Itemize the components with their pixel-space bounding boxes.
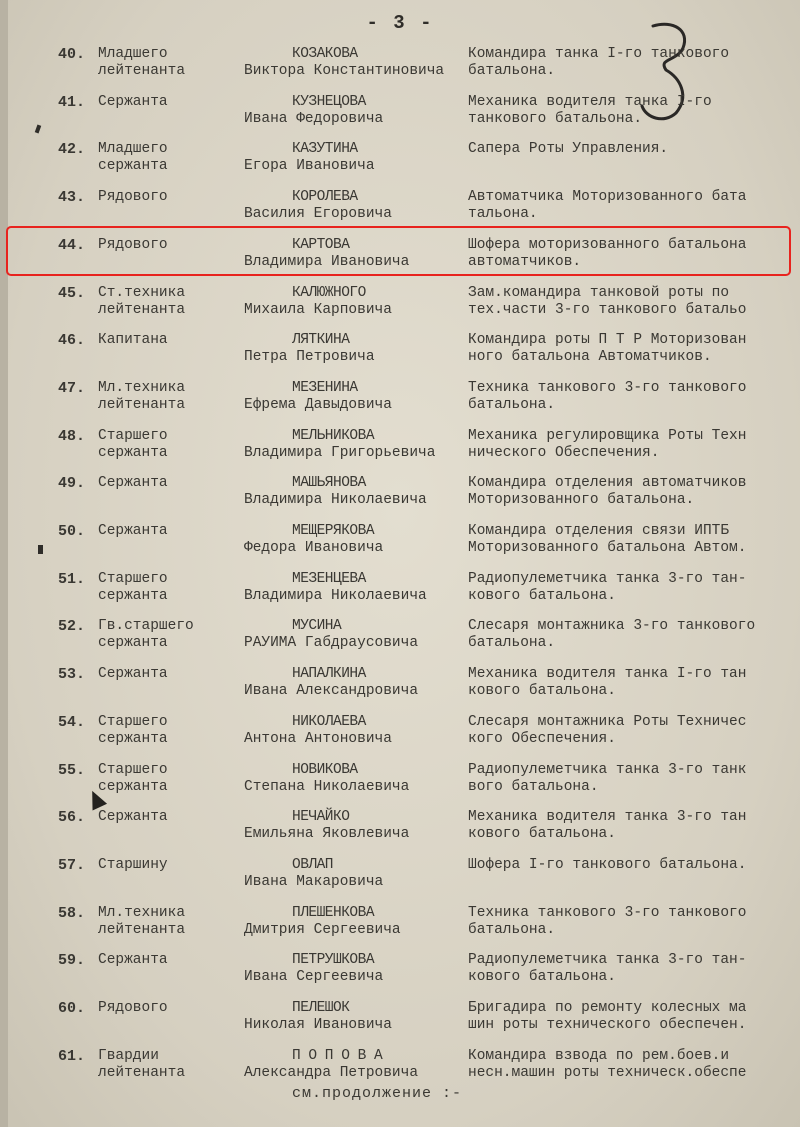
position-line-1: Бригадира по ремонту колесных ма (468, 1000, 747, 1016)
rank-line-2: сержанта (98, 158, 168, 174)
position-line-1: Зам.командира танковой роты по (468, 285, 730, 301)
position-line-1: Командира отделения связи ИПТБ (468, 523, 730, 539)
entry-number: 53. (58, 666, 86, 683)
position-line-1: Техника танкового 3-го танкового (468, 905, 747, 921)
surname: НАПАЛКИНА (292, 666, 366, 682)
surname: НЕЧАЙКО (292, 809, 350, 825)
rank-line-1: Старшего (98, 714, 168, 730)
surname: МЕЗЕНИНА (292, 380, 358, 396)
list-item (0, 137, 800, 185)
given-name: Емильяна Яковлевича (244, 826, 410, 842)
position-line-1: Шофера моторизованного батальона (468, 237, 747, 253)
entry-number: 40. (58, 46, 86, 63)
given-name: Виктора Константиновича (244, 63, 445, 79)
given-name: Владимира Григорьевича (244, 445, 436, 461)
list-item (0, 90, 800, 138)
position-line-1: Слесаря монтажника Роты Техничес (468, 714, 747, 730)
entry-number: 50. (58, 523, 86, 540)
entry-number: 58. (58, 905, 86, 922)
position-line-1: Командира танка I-го танкового (468, 46, 730, 62)
surname: П О П О В А (292, 1048, 383, 1064)
position-line-1: Автоматчика Моторизованного бата (468, 189, 747, 205)
entry-number: 55. (58, 762, 86, 779)
position-line-2: кового батальона. (468, 683, 616, 699)
entry-number: 49. (58, 475, 86, 492)
list-item (0, 376, 800, 424)
list-item (0, 42, 800, 90)
position-line-2: тальона. (468, 206, 538, 222)
surname: ОВЛАП (292, 857, 334, 873)
surname: МАШЬЯНОВА (292, 475, 366, 491)
given-name: Николая Ивановича (244, 1017, 392, 1033)
surname: МЕЗЕНЦЕВА (292, 571, 366, 587)
position-line-1: Слесаря монтажника 3-го танкового (468, 618, 756, 634)
position-line-2: кового батальона. (468, 588, 616, 604)
position-line-2: Моторизованного батальона. (468, 492, 695, 508)
surname: ПЕТРУШКОВА (292, 952, 375, 968)
list-item (0, 424, 800, 472)
entry-number: 45. (58, 285, 86, 302)
surname: КАЛЮЖНОГО (292, 285, 366, 301)
surname: НИКОЛАЕВА (292, 714, 366, 730)
position-line-1: Шофера I-го танкового батальона. (468, 857, 747, 873)
position-line-2: танкового батальона. (468, 111, 643, 127)
list-item (0, 948, 800, 996)
position-line-1: Механика регулировщика Роты Техн (468, 428, 747, 444)
rank-line-1: Младшего (98, 141, 168, 157)
given-name: Ивана Сергеевича (244, 969, 384, 985)
surname: КУЗНЕЦОВА (292, 94, 366, 110)
list-item (0, 471, 800, 519)
rank-line-2: сержанта (98, 635, 168, 651)
rank-line-2: сержанта (98, 588, 168, 604)
position-line-1: Радиопулеметчика танка 3-го тан- (468, 952, 747, 968)
surname: МЕЛЬНИКОВА (292, 428, 375, 444)
given-name: РАУИМА Габдраусовича (244, 635, 419, 651)
position-line-2: несн.машин роты техническ.обеспе (468, 1065, 747, 1081)
given-name: Ивана Федоровича (244, 111, 384, 127)
entry-number: 51. (58, 571, 86, 588)
entry-number: 56. (58, 809, 86, 826)
given-name: Ефрема Давыдовича (244, 397, 392, 413)
rank-line-1: Гвардии (98, 1048, 159, 1064)
rank-line-1: Капитана (98, 332, 168, 348)
list-item (0, 805, 800, 853)
surname: ЛЯТКИНА (292, 332, 350, 348)
rank-line-1: Рядового (98, 189, 168, 205)
entry-number: 54. (58, 714, 86, 731)
position-line-2: батальона. (468, 922, 556, 938)
list-item (0, 758, 800, 806)
position-line-2: Моторизованного батальона Автом. (468, 540, 747, 556)
position-line-2: вого батальона. (468, 779, 599, 795)
given-name: Владимира Николаевича (244, 588, 427, 604)
list-item (0, 996, 800, 1044)
rank-line-1: Младшего (98, 46, 168, 62)
given-name: Ивана Александровича (244, 683, 419, 699)
continuation-note: см.продолжение :- (292, 1085, 463, 1102)
list-item (0, 614, 800, 662)
surname: НОВИКОВА (292, 762, 358, 778)
position-line-1: Механика водителя танка I-го тан (468, 666, 747, 682)
given-name: Степана Николаевича (244, 779, 410, 795)
surname: КАЗУТИНА (292, 141, 358, 157)
given-name: Егора Ивановича (244, 158, 375, 174)
position-line-1: Радиопулеметчика танка 3-го тан- (468, 571, 747, 587)
rank-line-1: Старшего (98, 571, 168, 587)
position-line-2: кого Обеспечения. (468, 731, 616, 747)
position-line-2: кового батальона. (468, 826, 616, 842)
rank-line-1: Рядового (98, 1000, 168, 1016)
given-name: Петра Петровича (244, 349, 375, 365)
rank-line-1: Рядового (98, 237, 168, 253)
position-line-2: нического Обеспечения. (468, 445, 660, 461)
list-item (0, 853, 800, 901)
rank-line-2: сержанта (98, 779, 168, 795)
position-line-2: батальона. (468, 635, 556, 651)
position-line-1: Командира отделения автоматчиков (468, 475, 747, 491)
position-line-1: Техника танкового 3-го танкового (468, 380, 747, 396)
entry-number: 59. (58, 952, 86, 969)
rank-line-1: Ст.техника (98, 285, 186, 301)
page-number: - 3 - (366, 12, 434, 34)
entry-number: 46. (58, 332, 86, 349)
position-line-1: Механика водителя танка 3-го тан (468, 809, 747, 825)
surname: ПЕЛЕШОК (292, 1000, 350, 1016)
position-line-1: Командира роты П Т Р Моторизован (468, 332, 747, 348)
list-item (0, 519, 800, 567)
rank-line-1: Сержанта (98, 94, 168, 110)
rank-line-1: Мл.техника (98, 905, 186, 921)
surname: КОЗАКОВА (292, 46, 358, 62)
rank-line-1: Сержанта (98, 952, 168, 968)
entry-number: 47. (58, 380, 86, 397)
surname: КАРТОВА (292, 237, 350, 253)
position-line-2: кового батальона. (468, 969, 616, 985)
rank-line-1: Сержанта (98, 523, 168, 539)
entry-number: 60. (58, 1000, 86, 1017)
position-line-1: Сапера Роты Управления. (468, 141, 669, 157)
position-line-2: батальона. (468, 63, 556, 79)
entry-number: 42. (58, 141, 86, 158)
rank-line-2: лейтенанта (98, 302, 186, 318)
list-item (0, 567, 800, 615)
position-line-2: ного батальона Автоматчиков. (468, 349, 712, 365)
position-line-2: батальона. (468, 397, 556, 413)
given-name: Михаила Карповича (244, 302, 392, 318)
position-line-2: автоматчиков. (468, 254, 582, 270)
surname: КОРОЛЕВА (292, 189, 358, 205)
given-name: Федора Ивановича (244, 540, 384, 556)
rank-line-1: Старшину (98, 857, 168, 873)
highlight-box (6, 226, 791, 276)
given-name: Василия Егоровича (244, 206, 392, 222)
list-item (0, 328, 800, 376)
given-name: Владимира Ивановича (244, 254, 410, 270)
position-line-2: шин роты технического обеспечен. (468, 1017, 747, 1033)
entry-number: 48. (58, 428, 86, 445)
list-item (0, 901, 800, 949)
rank-line-2: лейтенанта (98, 63, 186, 79)
rank-line-1: Мл.техника (98, 380, 186, 396)
rank-line-1: Гв.старшего (98, 618, 194, 634)
rank-line-1: Сержанта (98, 809, 168, 825)
rank-line-2: лейтенанта (98, 397, 186, 413)
entry-number: 61. (58, 1048, 86, 1065)
list-item (0, 662, 800, 710)
rank-line-1: Старшего (98, 428, 168, 444)
rank-line-2: сержанта (98, 445, 168, 461)
position-line-1: Механика водителя танка I-го (468, 94, 712, 110)
rank-line-1: Сержанта (98, 666, 168, 682)
entry-number: 52. (58, 618, 86, 635)
list-item (0, 281, 800, 329)
position-line-2: тех.части 3-го танкового батальо (468, 302, 747, 318)
given-name: Антона Антоновича (244, 731, 392, 747)
position-line-1: Радиопулеметчика танка 3-го танк (468, 762, 747, 778)
entry-number: 57. (58, 857, 86, 874)
entry-number: 44. (58, 237, 86, 254)
given-name: Ивана Макаровича (244, 874, 384, 890)
rank-line-2: лейтенанта (98, 1065, 186, 1081)
position-line-1: Командира взвода по рем.боев.и (468, 1048, 730, 1064)
rank-line-2: сержанта (98, 731, 168, 747)
rank-line-1: Старшего (98, 762, 168, 778)
surname: ПЛЕШЕНКОВА (292, 905, 375, 921)
given-name: Дмитрия Сергеевича (244, 922, 401, 938)
rank-line-1: Сержанта (98, 475, 168, 491)
given-name: Александра Петровича (244, 1065, 419, 1081)
entry-number: 43. (58, 189, 86, 206)
surname: МЕЩЕРЯКОВА (292, 523, 375, 539)
ink-speck (38, 545, 43, 554)
entry-number: 41. (58, 94, 86, 111)
surname: МУСИНА (292, 618, 342, 634)
list-item (0, 710, 800, 758)
rank-line-2: лейтенанта (98, 922, 186, 938)
given-name: Владимира Николаевича (244, 492, 427, 508)
